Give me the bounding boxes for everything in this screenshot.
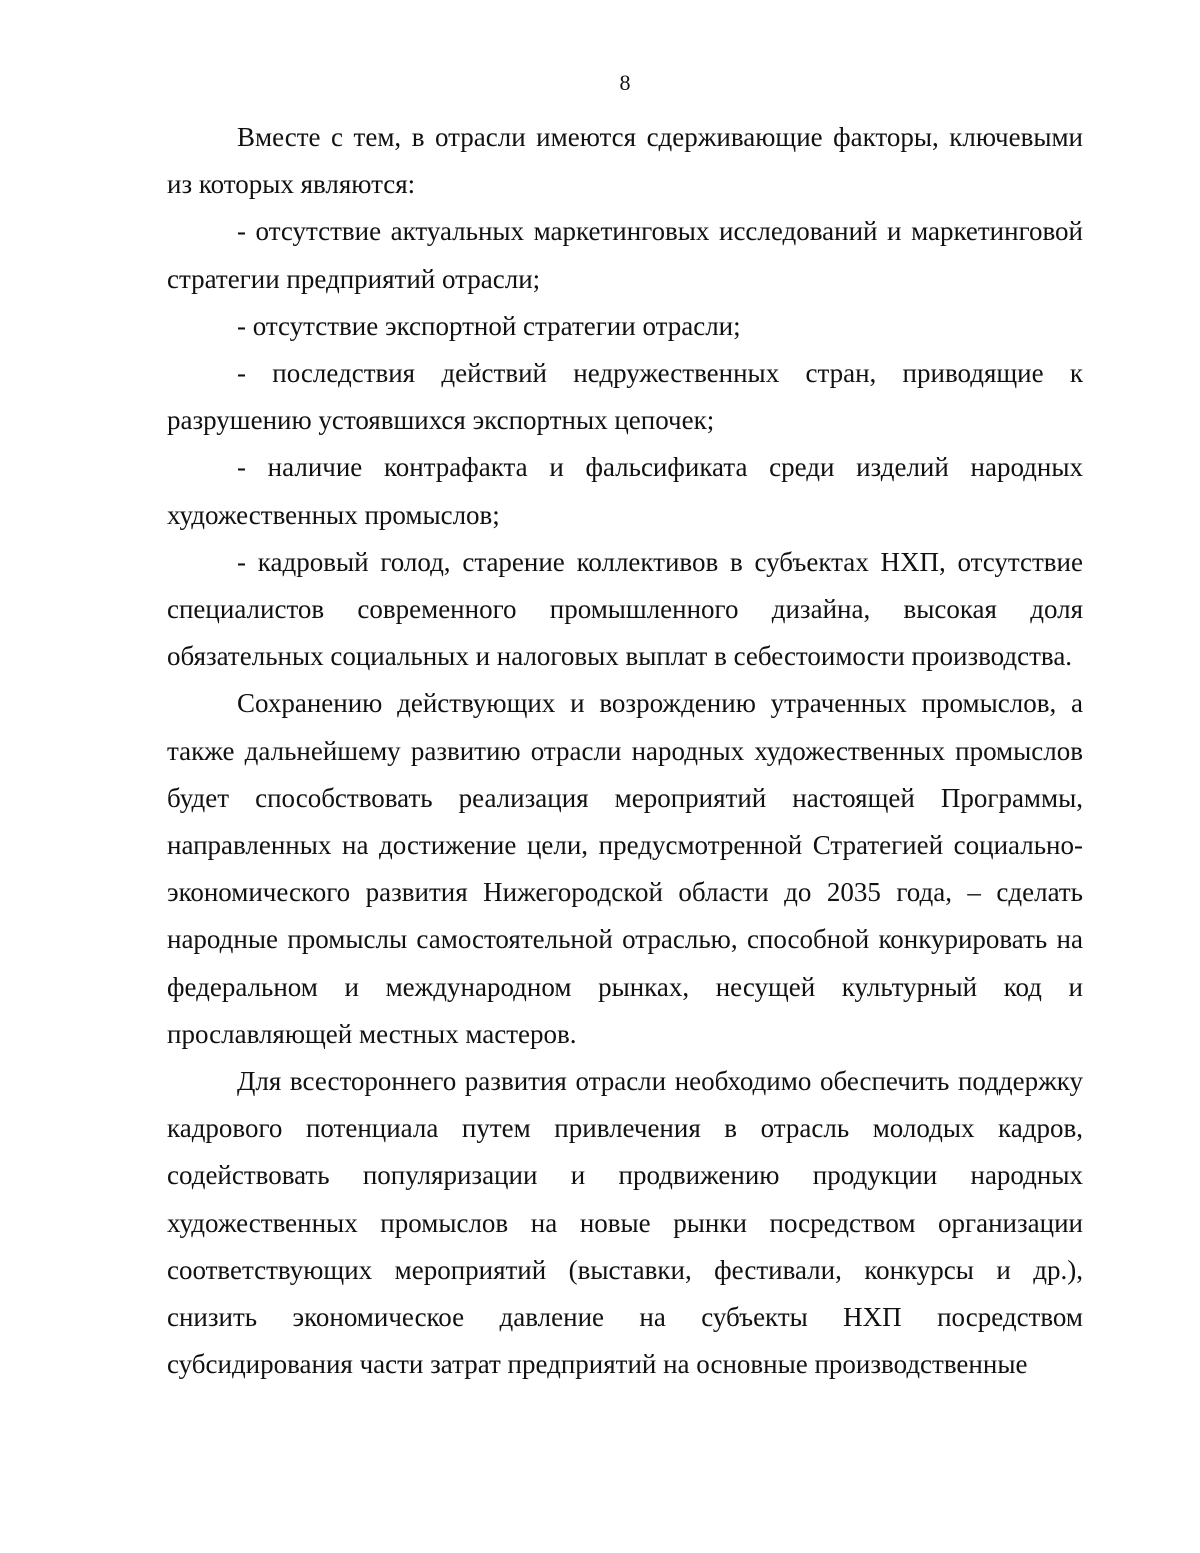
paragraph-development: Для всестороннего развития отрасли необходимо обеспечить поддержку кадрового потенциала путем привлечения в отрасль молодых кадров, содействовать популяризации и продвижению продукции народных художественных промыслов на новые рынки посредством организации соответствующих мероприятий (выставки, фестивали, конкурсы и др.), снизить экономическое давление на субъекты НХП посредством субсидирования части затрат предприятий на основные производственные <box>167 1066 1083 1380</box>
paragraph-preservation: Сохранению действующих и возрождению утраченных промыслов, а также дальнейшему развитию отрасли народных художественных промыслов будет способствовать реализация мероприятий настоящей Программы, направленных на достижение цели, предусмотренной Стратегией социально-экономического развития Нижегородской области до 2035 года, – сделать народные промыслы самостоятельной отраслью, способной конкурировать на федеральном и международном рынках, несущей культурный код и прославляющей местных мастеров. <box>167 688 1083 1049</box>
document-body <box>167 114 1083 1388</box>
list-item-marketing: - отсутствие актуальных маркетинговых исследований и маркетинговой стратегии предприятий отрасли; <box>167 216 1083 294</box>
list-item-staffing: - кадровый голод, старение коллективов в субъектах НХП, отсутствие специалистов современного промышленного дизайна, высокая доля обязательных социальных и налоговых выплат в себестоимости производства. <box>167 546 1083 672</box>
page-number: 8 <box>619 70 631 95</box>
list-item-export-strategy: - отсутствие экспортной стратегии отрасли; <box>237 310 741 341</box>
paragraph-intro: Вместе с тем, в отрасли имеются сдерживающие факторы, ключевыми из которых являются: <box>167 122 1083 200</box>
list-item-counterfeit: - наличие контрафакта и фальсификата среди изделий народных художественных промыслов; <box>167 452 1083 530</box>
list-item-sanctions: - последствия действий недружественных стран, приводящие к разрушению устоявшихся экспортных цепочек; <box>167 358 1083 436</box>
